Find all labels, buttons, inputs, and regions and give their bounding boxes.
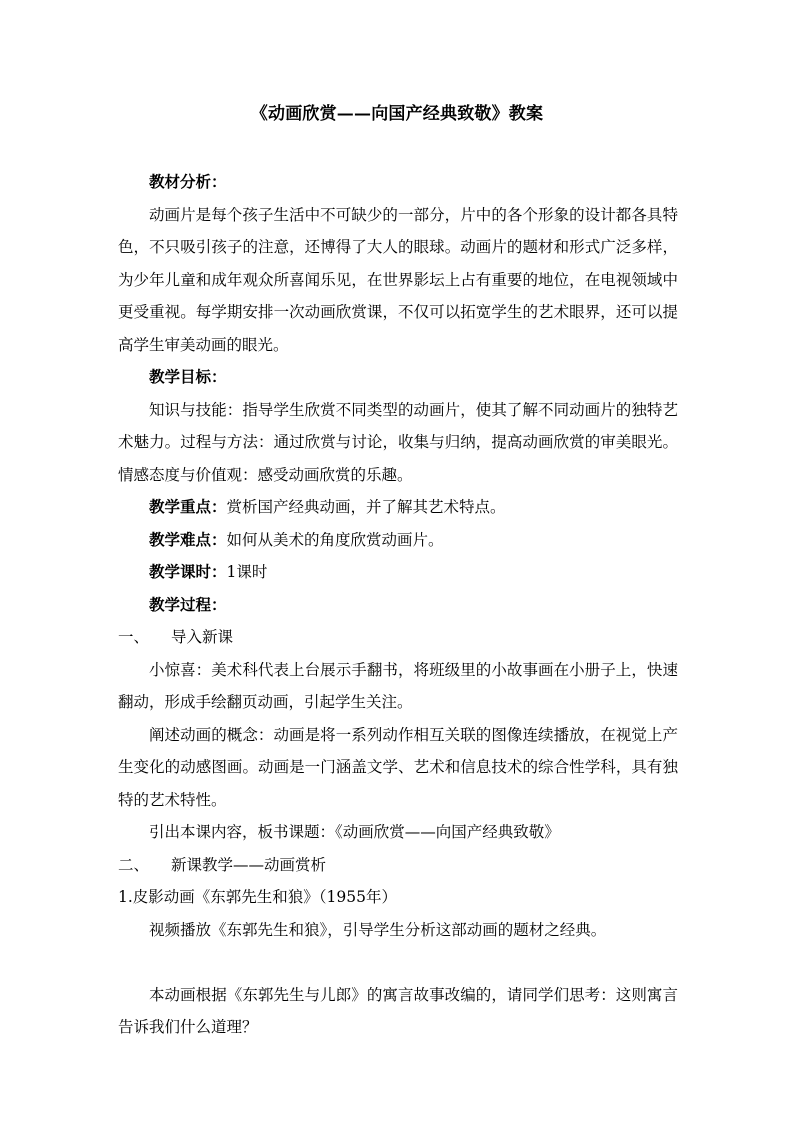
step1-title: 导入新课 — [171, 628, 234, 646]
goals-heading: 教学目标： — [149, 367, 227, 386]
step1-number: 一、 — [118, 628, 150, 646]
material-paragraph: 动画片是每个孩子生活中不可缺少的一部分，片中的各个形象的设计都各具特色，不只吸引孩子的注意，还博得了大人的眼球。动画片的题材和形式广泛多样，为少年儿童和成年观众所喜闻乐见，在世界影坛上占有重要的地位，在电视领域中更受重视。每学期安排一次动画欣赏课，不仅可以拓宽学生的艺术眼界，还可以提高学生审美动画的眼光。 — [118, 205, 678, 354]
material-heading: 教材分析： — [149, 172, 227, 191]
process-heading: 教学过程： — [149, 594, 227, 614]
hours-label: 教学课时： — [149, 562, 227, 581]
goals-paragraph: 知识与技能：指导学生欣赏不同类型的动画片，使其了解不同动画片的独特艺术魅力。过程与方法：通过欣赏与讨论，收集与归纳，提高动画欣赏的审美眼光。情感态度与价值观：感受动画欣赏的乐趣。 — [118, 400, 678, 484]
difficulty-text: 如何从美术的角度欣赏动画片。 — [226, 530, 444, 549]
step2-subheading: 1.皮影动画《东郭先生和狼》（1955年） — [118, 888, 397, 906]
step1-paragraph-2: 阐述动画的概念：动画是将一系列动作相互关联的图像连续播放，在视觉上产生变化的动感图画。动画是一门涵盖文学、艺术和信息技术的综合性学科，具有独特的艺术特性。 — [118, 725, 678, 809]
document-body — [118, 166, 678, 1044]
hours-text: 1课时 — [226, 563, 268, 581]
paragraph-spacer — [118, 946, 678, 979]
step2-heading — [118, 849, 678, 882]
difficulty-line — [118, 524, 678, 557]
step2-title: 新课教学——动画赏析 — [171, 855, 327, 874]
step2-paragraph-2: 本动画根据《东郭先生与儿郎》的寓言故事改编的，请同学们思考：这则寓言告诉我们什么道理？ — [118, 985, 678, 1036]
key-point-line — [118, 491, 678, 524]
step1-paragraph-1: 小惊喜：美术科代表上台展示手翻书，将班级里的小故事画在小册子上，快速翻动，形成手绘翻页动画，引起学生关注。 — [118, 660, 678, 711]
step1-paragraph-3: 引出本课内容，板书课题：《动画欣赏——向国产经典致敬》 — [149, 823, 560, 841]
key-point-text: 赏析国产经典动画，并了解其艺术特点。 — [226, 498, 506, 516]
key-point-label: 教学重点： — [149, 497, 227, 516]
document-title: 《动画欣赏——向国产经典致敬》教案 — [250, 104, 544, 124]
hours-line — [118, 556, 678, 589]
difficulty-label: 教学难点： — [149, 529, 227, 549]
step2-paragraph-1: 视频播放《东郭先生和狼》，引导学生分析这部动画的题材之经典。 — [149, 920, 607, 939]
step1-heading — [118, 621, 678, 654]
step2-number: 二、 — [118, 855, 150, 874]
